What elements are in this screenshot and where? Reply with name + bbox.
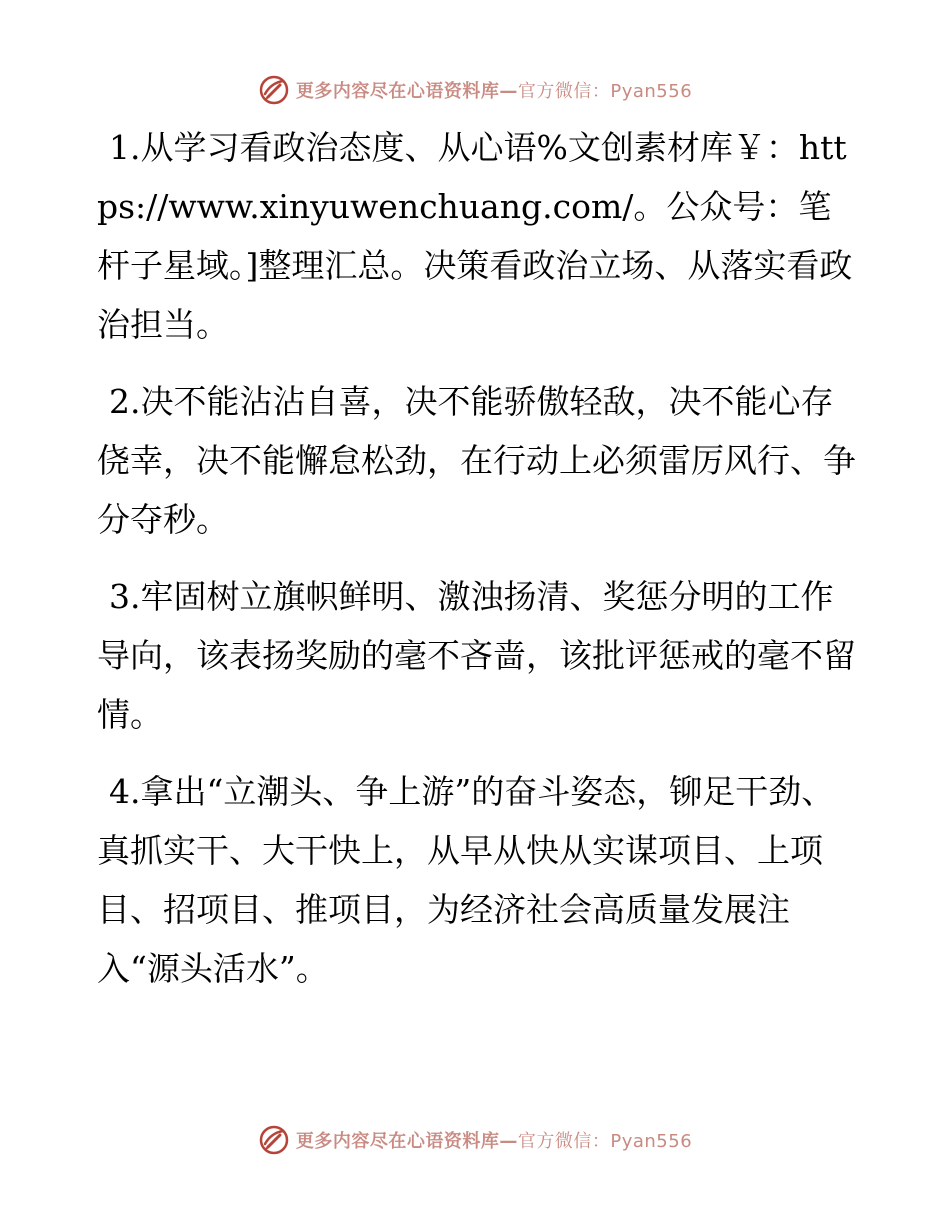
paragraph-4: 4.拿出“立潮头、争上游”的奋斗姿态，铆足干劲、真抓实干、大干快上，从早从快从实谋项目、上项目、招项目、推项目，为经济社会高质量发展注入“源头活水”。 bbox=[97, 772, 835, 988]
pen-logo-icon bbox=[258, 74, 290, 106]
document-body bbox=[97, 118, 857, 1016]
banner-main-text: 更多内容尽在心语资料库— bbox=[295, 81, 518, 102]
paragraph-3: 3.牢固树立旗帜鲜明、激浊扬清、奖惩分明的工作导向，该表扬奖励的毫不吝啬，该批评惩戒的毫不留情。 bbox=[97, 577, 856, 734]
banner-text bbox=[296, 1127, 692, 1153]
header-banner bbox=[0, 70, 950, 110]
banner-text bbox=[296, 77, 692, 103]
footer-banner bbox=[0, 1120, 950, 1160]
banner-main-text: 更多内容尽在心语资料库— bbox=[295, 1131, 518, 1152]
paragraph-1: 1.从学习看政治态度、从心语%文创素材库￥：https://www.xinyuwenchuang.com/。公众号：笔杆子星域。]整理汇总。决策看政治立场、从落实看政治担当。 bbox=[97, 128, 853, 344]
pen-logo-icon bbox=[258, 1124, 290, 1156]
paragraph-2: 2.决不能沾沾自喜，决不能骄傲轻敌，决不能心存侥幸，决不能懈怠松劲，在行动上必须雷厉风行、争分夺秒。 bbox=[97, 382, 856, 539]
banner-contact-text: 官方微信：Pyan556 bbox=[517, 1131, 693, 1152]
banner-contact-text: 官方微信：Pyan556 bbox=[517, 81, 693, 102]
